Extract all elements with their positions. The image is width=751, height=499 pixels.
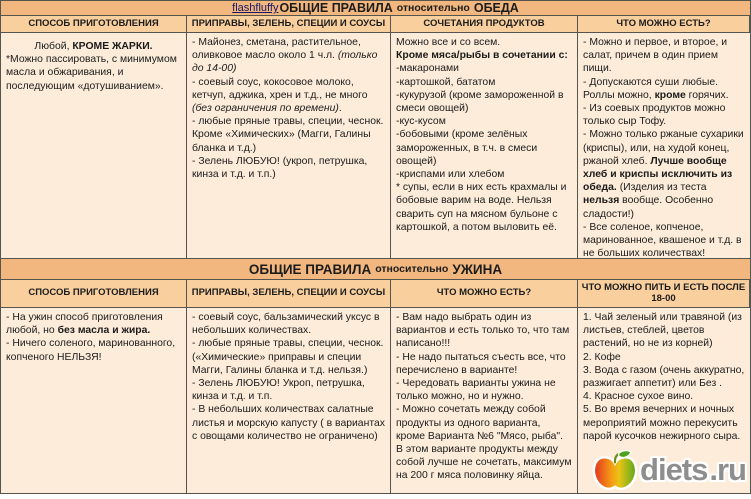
lunch-cell-combinations: Можно все и со всем. Кроме мяса/рыбы в сочетании с: -макаронами -картошкой, бататом -кукурузой (кроме замороженной в смеси овощей) -кус-кусом -бобовыми (кроме зелёных замороженных, в т.ч. в смеси овощей) -криспами или хлебом * супы, если в них есть крахмалы и бобовые варим на воде. Нельзя сварить суп на мясном бульоне с картошкой, а потом выловить её. [391,33,578,259]
lunch-cell-what-to-eat: - Можно и первое, и второе, и салат, причем в один прием пищи. - Допускаются суши любые. Роллы можно, кроме горячих. - Из соевых продуктов можно только сыр Тофу. - Можно только ржаные сухарики (криспы), или, на худой конец, ржаной хлеб. Лучше вообще хлеб и криспы исключить из обеда. (Изделия из теста нельзя вообще. Особенно сладости!) - Все соленое, копченое, маринованное, квашеное и т.д. в не больших количествах! [578,33,750,259]
diets-ru-watermark [592,449,746,491]
lunch-title-tail: ОБЕДА [473,1,519,15]
lunch-title-main: ОБЩИЕ ПРАВИЛА [279,1,393,15]
dinner-header-cooking-method: СПОСОБ ПРИГОТОВЛЕНИЯ [1,280,187,308]
dinner-cell-what-to-eat: - Вам надо выбрать один из вариантов и есть только то, что там написано!!! - Не надо пытаться съесть все, что перечислено в варианте! - Чередовать варианты ужина не только можно, но и нужно. - Можно сочетать между собой продукты из одного варианта, кроме Варианта №6 "Мясо, рыба". В этом варианте продукты между собой лучше не сочетать, максимум на 200 г мяса половинку яйца. [391,308,578,493]
watermark-brand: diets [640,452,708,487]
dinner-title-main: ОБЩИЕ ПРАВИЛА [248,261,372,277]
dinner-cell-seasonings: - соевый соус, бальзамический уксус в небольших количествах. - любые пряные травы, специи, чеснок. («Химические» приправы и специи Магги, Галины бланка и т.д. нельзя.) - Зелень ЛЮБУЮ! Укроп, петрушка, кинза и т.д. и т.п. - В небольших количествах салатные листья и морскую капусту ( в вариантах с овощами количество не ограничено) [187,308,391,493]
lunch-header-cooking-method: СПОСОБ ПРИГОТОВЛЕНИЯ [1,16,187,33]
dinner-cell-drink-after-18: 1. Чай зеленый или травяной (из листьев, стеблей, цветов растений, но не из корней) 2. Кофе 3. Вода с газом (очень аккуратно, разжигает аппетит) или Без . 4. Красное сухое вино. 5. Во время вечерних и ночных мероприятий можно перекусить парой кусочков нежирного сыра. [578,308,750,493]
lunch-cell-cooking-method: Любой, КРОМЕ ЖАРКИ. *Можно пассировать, с минимумом масла и обжаривания, и последующим «дотушиванием». [1,33,187,259]
dinner-title-mid: относительно [375,263,449,275]
lunch-header-combinations: СОЧЕТАНИЯ ПРОДУКТОВ [391,16,578,33]
lunch-title-mid: относительно [396,2,470,14]
lunch-cell-seasonings: - Майонез, сметана, растительное, оливковое масло около 1 ч.л. (только до 14-00) - соевый соус, кокосовое молоко, кетчуп, аджика, хрен и т.д., не много (без ограничения по времени). - любые пряные травы, специи, чеснок. Кроме «Химических» (Магги, Галины бланка и т.д.) - Зелень ЛЮБУЮ! (укроп, петрушка, кинза и т.д. и т.п.) [187,33,391,259]
dinner-title-tail: УЖИНА [452,261,503,277]
lunch-header-what-to-eat: ЧТО МОЖНО ЕСТЬ? [578,16,750,33]
lunch-title-row [1,1,750,16]
lunch-header-seasonings: ПРИПРАВЫ, ЗЕЛЕНЬ, СПЕЦИИ И СОУСЫ [187,16,391,33]
dinner-title-row [1,259,750,280]
dinner-header-what-to-eat: ЧТО МОЖНО ЕСТЬ? [391,280,578,308]
author-link[interactable]: flashfluffy [232,2,279,14]
dinner-cell-cooking-method: - На ужин способ приготовления любой, но без масла и жира. - Ничего соленого, маринованного, копченого НЕЛЬЗЯ! [1,308,187,493]
apple-icon [592,449,638,491]
watermark-suffix: .ru [709,452,746,487]
dinner-header-seasonings: ПРИПРАВЫ, ЗЕЛЕНЬ, СПЕЦИИ И СОУСЫ [187,280,391,308]
dinner-header-drink-after-18: ЧТО МОЖНО ПИТЬ И ЕСТЬ ПОСЛЕ 18-00 [578,280,750,308]
lunch-table [1,1,750,259]
